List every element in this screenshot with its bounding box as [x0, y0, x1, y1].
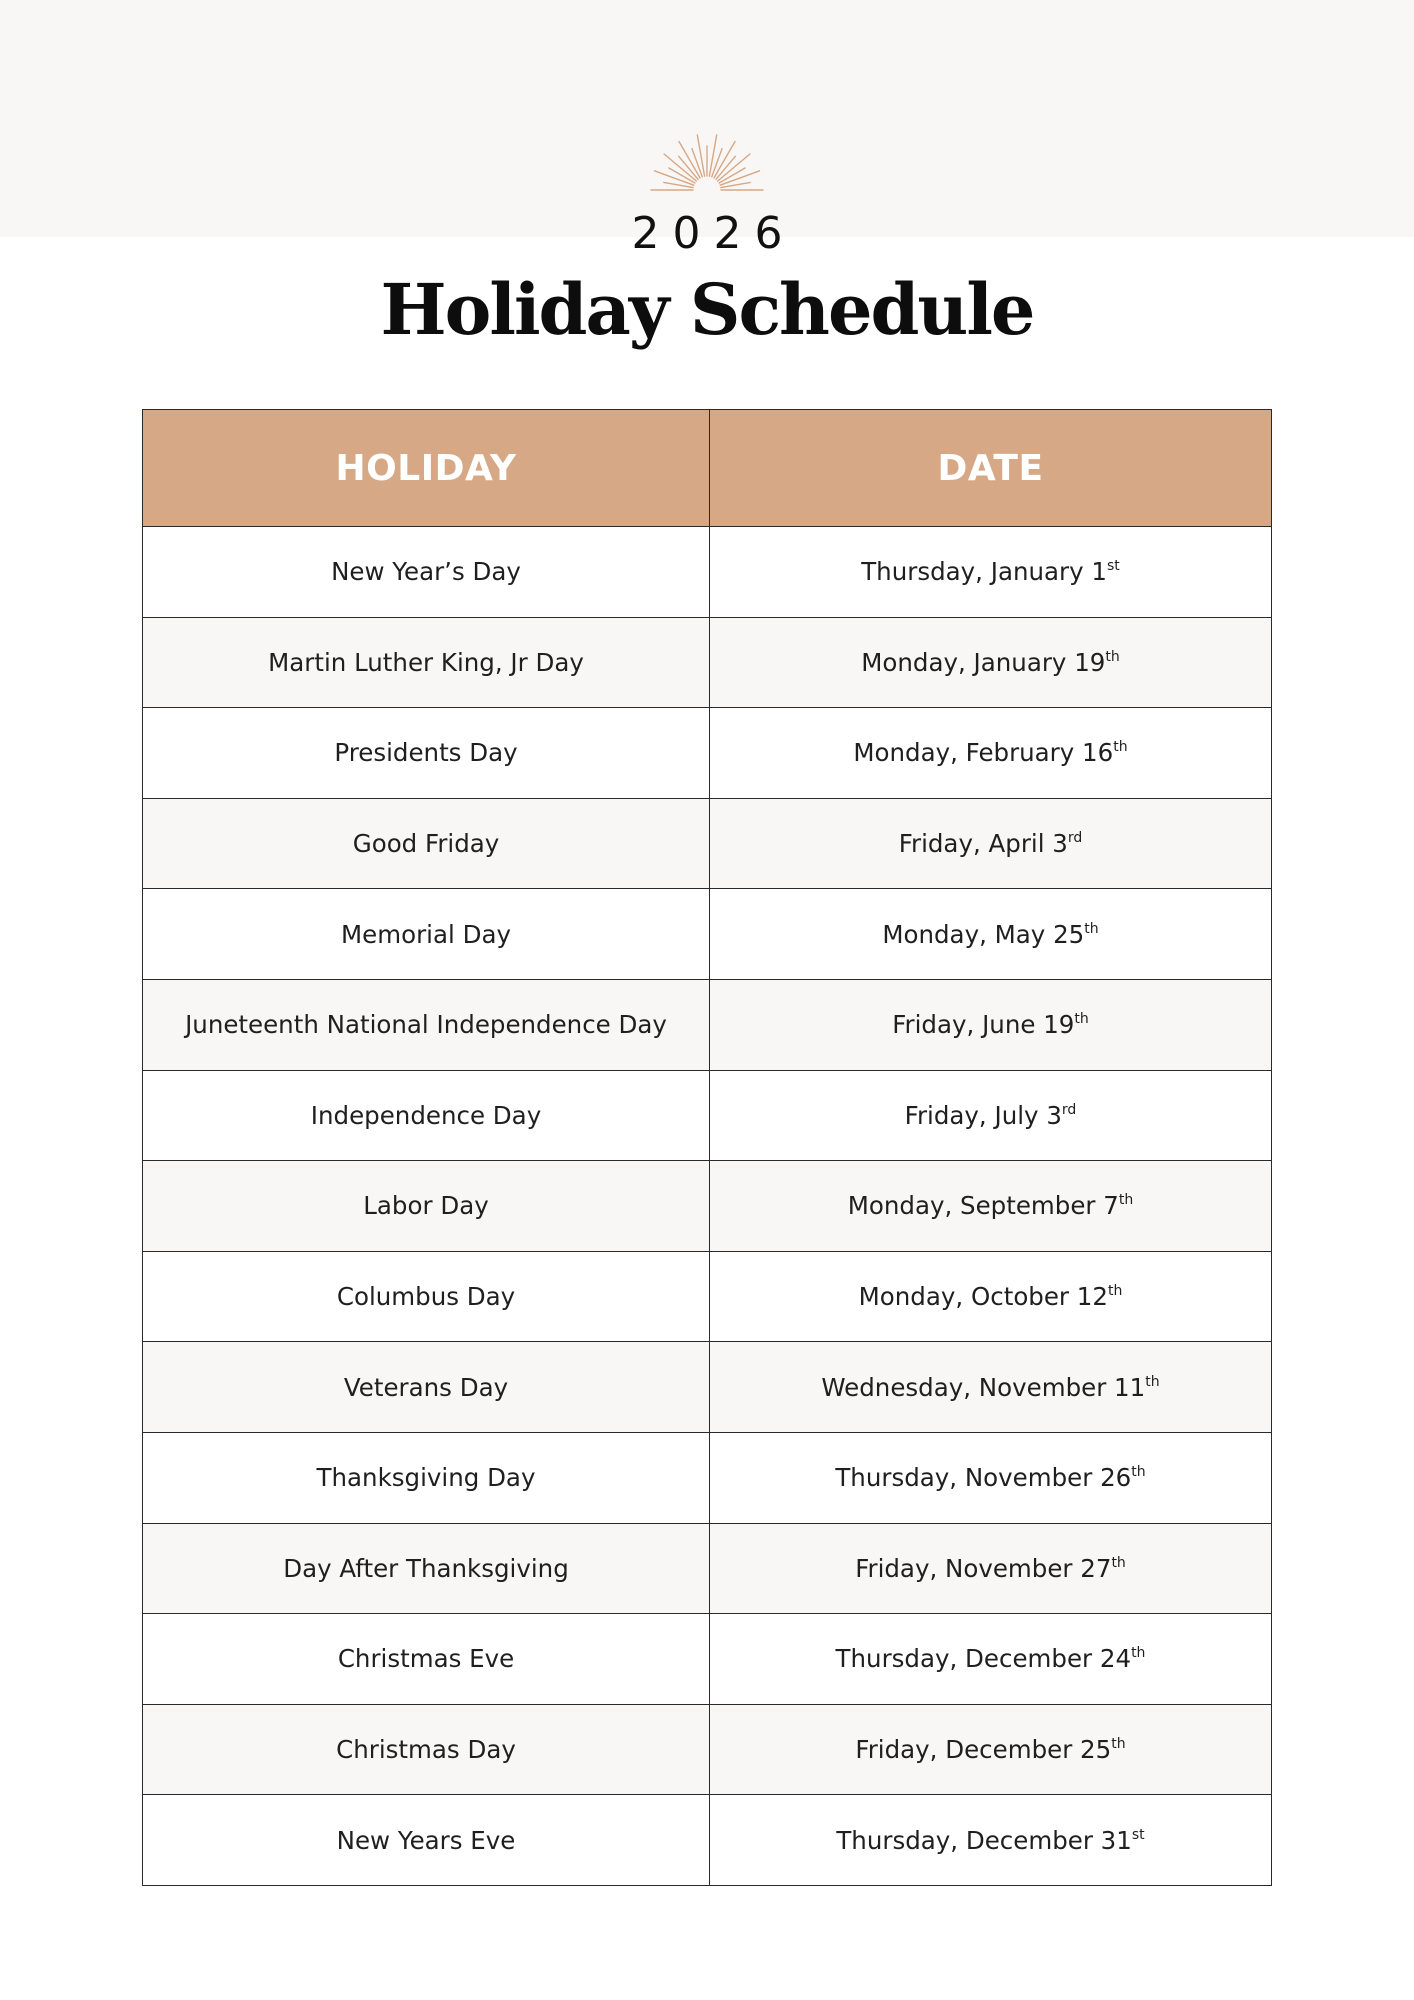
holiday-table	[142, 409, 1272, 1886]
table-header-row	[143, 410, 1272, 527]
date-text: Friday, December 25	[855, 1735, 1112, 1765]
ordinal-suffix: th	[1145, 1373, 1160, 1390]
date-text: Friday, July 3	[904, 1100, 1062, 1130]
date-text: Monday, October 12	[858, 1282, 1108, 1312]
holiday-date-cell	[710, 708, 1272, 799]
ordinal-suffix: th	[1131, 1645, 1146, 1662]
date-text: Thursday, January 1	[861, 557, 1107, 587]
holiday-date-cell	[710, 1795, 1272, 1886]
holiday-name-cell: Good Friday	[143, 798, 710, 889]
ordinal-suffix: th	[1105, 648, 1120, 665]
table-row	[143, 1342, 1272, 1433]
ordinal-suffix: th	[1084, 920, 1099, 937]
date-text: Monday, January 19	[861, 647, 1106, 677]
holiday-date-cell	[710, 1523, 1272, 1614]
holiday-date-cell	[710, 798, 1272, 889]
table-row	[143, 1161, 1272, 1252]
holiday-name-cell: Christmas Eve	[143, 1614, 710, 1705]
table-row	[143, 1523, 1272, 1614]
table-row	[143, 1432, 1272, 1523]
ordinal-suffix: st	[1106, 558, 1120, 575]
table-row	[143, 798, 1272, 889]
holiday-date-cell	[710, 889, 1272, 980]
holiday-name-cell: Thanksgiving Day	[143, 1432, 710, 1523]
holiday-name-cell: Juneteenth National Independence Day	[143, 979, 710, 1070]
ordinal-suffix: th	[1131, 1464, 1146, 1481]
holiday-name-cell: Independence Day	[143, 1070, 710, 1161]
date-text: Wednesday, November 11	[821, 1372, 1146, 1402]
date-text: Friday, November 27	[855, 1553, 1112, 1583]
holiday-name-cell: Day After Thanksgiving	[143, 1523, 710, 1614]
ordinal-suffix: th	[1113, 739, 1128, 756]
holiday-date-cell	[710, 979, 1272, 1070]
date-text: Thursday, December 24	[835, 1644, 1132, 1674]
table-row	[143, 979, 1272, 1070]
holiday-date-cell	[710, 1251, 1272, 1342]
table-row	[143, 889, 1272, 980]
holiday-date-cell	[710, 1614, 1272, 1705]
date-text: Thursday, November 26	[835, 1463, 1132, 1493]
holiday-date-cell	[710, 1704, 1272, 1795]
table-row	[143, 1070, 1272, 1161]
date-text: Thursday, December 31	[836, 1825, 1132, 1855]
holiday-date-cell	[710, 1070, 1272, 1161]
ordinal-suffix: th	[1118, 1192, 1134, 1209]
column-header-holiday: HOLIDAY	[143, 410, 710, 527]
holiday-name-cell: New Year’s Day	[143, 527, 710, 618]
holiday-name-cell: Martin Luther King, Jr Day	[143, 617, 710, 708]
holiday-date-cell	[710, 1161, 1272, 1252]
holiday-name-cell: Veterans Day	[143, 1342, 710, 1433]
holiday-date-cell	[710, 617, 1272, 708]
ordinal-suffix: th	[1111, 1554, 1126, 1571]
ordinal-suffix: st	[1131, 1826, 1145, 1843]
holiday-name-cell: New Years Eve	[143, 1795, 710, 1886]
sunburst-icon	[647, 128, 767, 198]
table-row	[143, 1704, 1272, 1795]
holiday-name-cell: Memorial Day	[143, 889, 710, 980]
holiday-name-cell: Labor Day	[143, 1161, 710, 1252]
ordinal-suffix: rd	[1061, 1101, 1077, 1118]
ordinal-suffix: th	[1107, 1283, 1123, 1300]
holiday-name-cell: Presidents Day	[143, 708, 710, 799]
table-row	[143, 617, 1272, 708]
holiday-date-cell	[710, 1342, 1272, 1433]
holiday-name-cell: Columbus Day	[143, 1251, 710, 1342]
table-row	[143, 708, 1272, 799]
header-band	[0, 0, 1414, 237]
table-row	[143, 527, 1272, 618]
date-text: Friday, April 3	[898, 829, 1068, 859]
ordinal-suffix: rd	[1067, 830, 1083, 847]
holiday-date-cell	[710, 527, 1272, 618]
table-row	[143, 1614, 1272, 1705]
holiday-name-cell: Christmas Day	[143, 1704, 710, 1795]
table-row	[143, 1795, 1272, 1886]
ordinal-suffix: th	[1074, 1011, 1089, 1028]
column-header-date: DATE	[710, 410, 1272, 527]
ordinal-suffix: th	[1111, 1736, 1126, 1753]
date-text: Monday, May 25	[882, 919, 1085, 949]
holiday-date-cell	[710, 1432, 1272, 1523]
date-text: Monday, September 7	[847, 1191, 1119, 1221]
year-heading: 2026	[631, 208, 796, 259]
table-row	[143, 1251, 1272, 1342]
date-text: Monday, February 16	[853, 738, 1114, 768]
page-title: Holiday Schedule	[380, 268, 1034, 351]
date-text: Friday, June 19	[892, 1010, 1075, 1040]
